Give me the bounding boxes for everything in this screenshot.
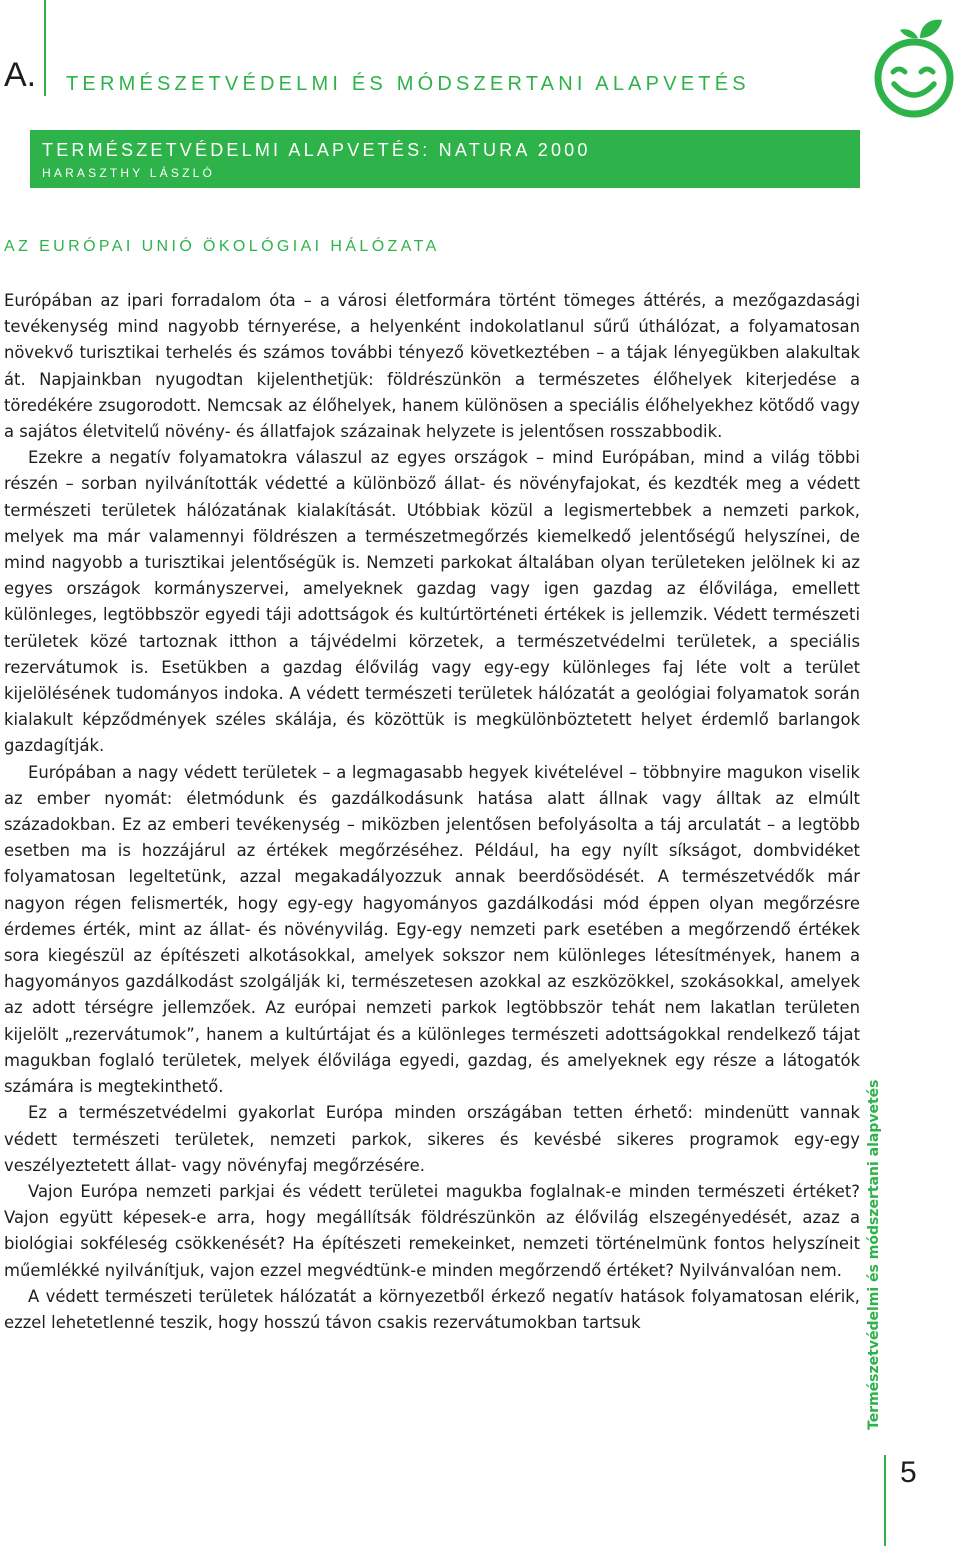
article-title: TERMÉSZETVÉDELMI ALAPVETÉS: NATURA 2000 (42, 140, 591, 160)
paragraph: Vajon Európa nemzeti parkjai és védett területei magukba foglalnak-e minden természeti értéket? Vajon együtt képesek-e arra, hogy megállítsák földrészünkön az élővilág elszegényedését, azaz a biológiai sokféleség csökkenését? Ha építészeti remekeinket, nemzeti történelmünk fontos helyszíneit műemlékké nyilvánítjuk, vajon ezzel megvédtünk-e minden megőrzendő értéket? Nyilvánvalóan nem. (4, 1181, 860, 1280)
running-section-label: Természetvédelmi és módszertani alapvetés (866, 1079, 882, 1430)
article-banner (30, 130, 860, 188)
paragraph: Ez a természetvédelmi gyakorlat Európa minden országában tetten érhető: mindenütt vannak védett természeti területek, nemzeti parkok, sikeres és kevésbé sikeres programok egy-egy veszélyeztetett állat- vagy növényfaj megőrzésére. (4, 1103, 860, 1175)
paragraph: A védett természeti területek hálózatát a környezetből érkező negatív hatások folyamatosan elérik, ezzel lehetetlenné teszik, hogy hosszú távon csakis rezervátumokban tartsuk (4, 1286, 860, 1332)
paragraph: Ezekre a negatív folyamatokra válaszul az egyes országok – mind Európában, mind a világ többi részén – sorban nyilvánították védetté a különböző állat- és növényfajokat, és kezdték meg a védett természeti területek hálózatának kialakítását. Utóbbiak közül a legismertebbek a nemzeti parkok, melyek ma már valamennyi földrészen a természetmegőrzés kiemelkedő jelentőségű helyszínei, de mind nagyobb a turisztikai jelentőségük is. Nemzeti parkokat általában olyan területeken jelölnek ki az egyes országok kormányszervei, amelyeknek gazdag vagy igen gazdag az élővilága, emellett különleges, legtöbbször egyedi táji adottságok és kultúrtörténeti értékek is jellemzik. Védett természeti területek közé tartoznak itthon a tájvédelmi körzetek, a természetvédelmi területek, a speciális rezervátumok is. Esetükben a gazdag élővilág vagy egy-egy különleges faj léte volt a terület kijelölésének tudományos indoka. A védett természeti területek hálózatát a geológiai folyamatok során kialakult képződmények széles skálája, és közöttük is megkülönböztetett helyet érdemlő barlangok gazdagítják. (4, 448, 860, 756)
page-number: 5 (900, 1456, 917, 1489)
paragraph: Európában a nagy védett területek – a legmagasabb hegyek kivételével – többnyire magukon viselik az ember nyomát: életmódunk és gazdálkodásunk hatása alatt állnak vagy álltak az elmúlt századokban. Ez az emberi tevékenység – miközben jelentősen befolyásolta a táj arculatát – a legtöbb esetben ma is hozzájárul az értékek megőrzéséhez. Például, ha egy nyílt síkságot, dombvidéket folyamatosan legeltetünk, azzal megakadályozzuk annak beerdősödését. A természetvédők már nagyon régen felismerték, hogy egy-egy hagyományos gazdálkodási mód éppen olyan megőrzésre érdemes érték, mint az állat- és növényvilág. Egy-egy nemzeti park esetében a megőrzendő értékek sora kiegészül az építészeti alkotásokkal, amelyek sokszor nem különleges létesítmények, hanem a hagyományos gazdálkodást szolgálják ki, természetesen azokkal az eszközökkel, szokásokkal, amelyek az adott térségre jellemzőek. Az európai nemzeti parkok legtöbbször tehát nem lakatlan területen kijelölt „rezervátumok”, hanem a kultúrtájat és a különleges természeti adottságokkal rendelkező tájat magukban foglaló területek, melyek élővilága egyedi, gazdag, és amelyeknek egy része a látogatók számára is megtekinthető. (4, 762, 860, 1097)
article-body (4, 288, 860, 1336)
chapter-letter: A. (4, 56, 37, 94)
chapter-rule (44, 0, 46, 96)
paragraph: Európában az ipari forradalom óta – a városi életformára történt tömeges áttérés, a mezőgazdasági tevékenység mind nagyobb térnyerése, a helyenként indokolatlanul sűrű úthálózat, a folyamatosan növekvő turisztikai terhelés és számos további tényező következtében – a tájak lényegükben alakultak át. Napjainkban nyugodtan kijelenthetjük: földrészünkön a természetes élőhelyek kiterjedése a töredékére zsugorodott. Nemcsak az élőhelyek, hanem különösen a speciális élőhelyekhez kötődő vagy a sajátos életvitelű növény- és állatfajok százainak helyzete is jelentősen rosszabbodik. (4, 291, 860, 442)
page-number-rule (884, 1455, 886, 1546)
section-heading: AZ EURÓPAI UNIÓ ÖKOLÓGIAI HÁLÓZATA (4, 238, 440, 255)
smiling-fruit-icon (862, 14, 956, 118)
article-author: HARASZTHY LÁSZLÓ (42, 166, 216, 180)
chapter-title: TERMÉSZETVÉDELMI ÉS MÓDSZERTANI ALAPVETÉS (66, 73, 750, 95)
